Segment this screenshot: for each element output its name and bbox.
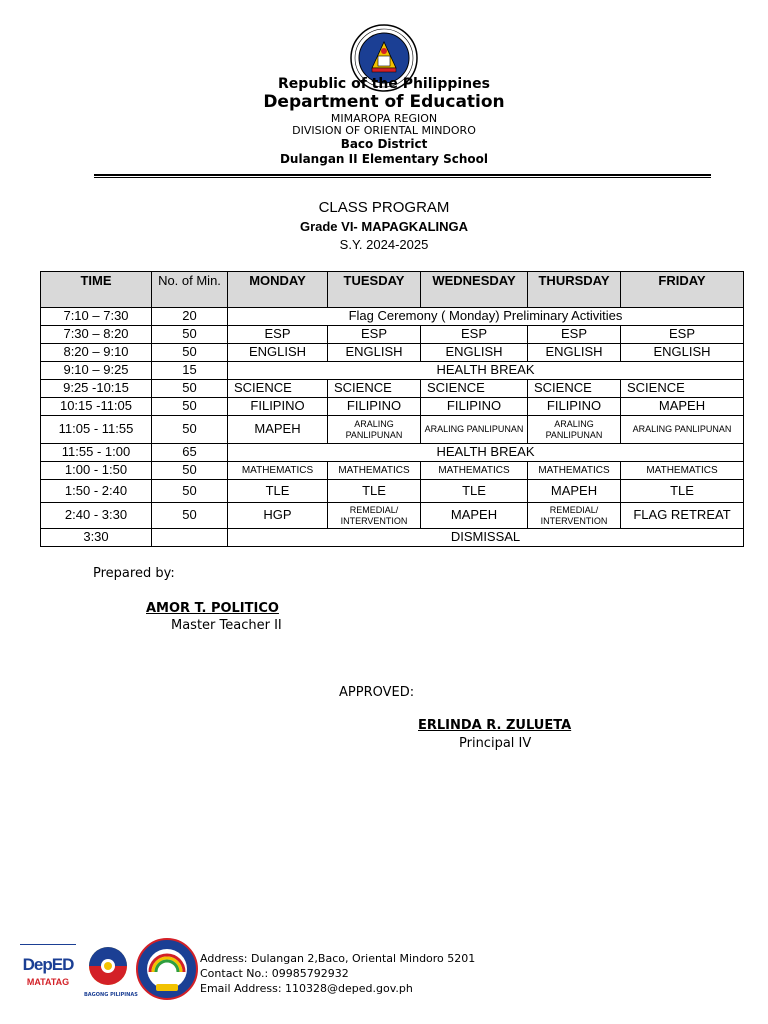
subject-cell: HGP (228, 503, 328, 529)
table-header-row (41, 272, 744, 308)
school-year: S.Y. 2024-2025 (339, 237, 429, 252)
table-row (41, 398, 744, 416)
table-row (41, 462, 744, 480)
subject-cell: TLE (621, 480, 744, 503)
subject-cell: SCIENCE (328, 380, 421, 398)
table-row (41, 308, 744, 326)
time-cell: 7:10 – 7:30 (41, 308, 152, 326)
approver-name: ERLINDA R. ZULUETA (418, 718, 572, 733)
subject-cell: MATHEMATICS (328, 462, 421, 480)
minutes-cell: 50 (152, 416, 228, 444)
time-cell: 3:30 (41, 529, 152, 547)
header-monday: MONDAY (228, 272, 328, 308)
minutes-cell: 50 (152, 480, 228, 503)
time-cell: 8:20 – 9:10 (41, 344, 152, 362)
grade-section: Grade VI- MAPAGKALINGA (299, 219, 469, 234)
subject-cell: MAPEH (228, 416, 328, 444)
deped-matatag-logo (20, 944, 76, 1000)
matatag-text: MATATAG (26, 977, 70, 987)
subject-cell: TLE (421, 480, 528, 503)
header-divider-thin (94, 177, 711, 178)
school-name: Dulangan II Elementary School (279, 152, 489, 166)
header-wednesday: WEDNESDAY (421, 272, 528, 308)
program-title: CLASS PROGRAM (318, 199, 450, 216)
subject-cell: ESP (228, 326, 328, 344)
table-row (41, 444, 744, 462)
subject-cell: SCIENCE (528, 380, 621, 398)
subject-cell: ARALING PANLIPUNAN (421, 416, 528, 444)
subject-cell: FILIPINO (228, 398, 328, 416)
time-cell: 7:30 – 8:20 (41, 326, 152, 344)
time-cell: 9:10 – 9:25 (41, 362, 152, 380)
subject-cell: REMEDIAL/ INTERVENTION (528, 503, 621, 529)
table-row (41, 344, 744, 362)
minutes-cell (152, 529, 228, 547)
republic-heading: Republic of the Philippines (278, 76, 490, 92)
minutes-cell: 50 (152, 380, 228, 398)
footer-email: Email Address: 110328@deped.gov.ph (200, 982, 413, 995)
minutes-cell: 50 (152, 503, 228, 529)
minutes-cell: 50 (152, 326, 228, 344)
class-schedule-table (40, 271, 744, 547)
footer-contact: Contact No.: 09985792932 (200, 967, 349, 980)
subject-cell: MATHEMATICS (528, 462, 621, 480)
subject-cell: ARALING PANLIPUNAN (328, 416, 421, 444)
span-cell: Flag Ceremony ( Monday) Preliminary Activities (228, 308, 744, 326)
span-cell: HEALTH BREAK (228, 362, 744, 380)
subject-cell: ESP (528, 326, 621, 344)
region-text: MIMAROPA REGION (330, 112, 438, 125)
approved-label: APPROVED: (339, 685, 415, 700)
time-cell: 9:25 -10:15 (41, 380, 152, 398)
header-friday: FRIDAY (621, 272, 744, 308)
subject-cell: ENGLISH (228, 344, 328, 362)
subject-cell: SCIENCE (421, 380, 528, 398)
preparer-name: AMOR T. POLITICO (146, 601, 279, 616)
minutes-cell: 65 (152, 444, 228, 462)
minutes-cell: 20 (152, 308, 228, 326)
division-text: DIVISION OF ORIENTAL MINDORO (292, 124, 476, 137)
header-tuesday: TUESDAY (328, 272, 421, 308)
subject-cell: ESP (421, 326, 528, 344)
subject-cell: FLAG RETREAT (621, 503, 744, 529)
approver-position: Principal IV (459, 736, 532, 751)
time-cell: 2:40 - 3:30 (41, 503, 152, 529)
subject-cell: ENGLISH (328, 344, 421, 362)
subject-cell: MATHEMATICS (228, 462, 328, 480)
subject-cell: MATHEMATICS (621, 462, 744, 480)
table-row (41, 380, 744, 398)
department-heading: Department of Education (263, 92, 505, 112)
subject-cell: ARALING PANLIPUNAN (528, 416, 621, 444)
minutes-cell: 50 (152, 398, 228, 416)
district-text: Baco District (340, 137, 428, 151)
time-cell: 11:55 - 1:00 (41, 444, 152, 462)
minutes-cell: 50 (152, 344, 228, 362)
subject-cell: MAPEH (621, 398, 744, 416)
span-cell: DISMISSAL (228, 529, 744, 547)
subject-cell: MAPEH (421, 503, 528, 529)
header-divider (94, 174, 711, 176)
header-time: TIME (41, 272, 152, 308)
school-logo-icon (136, 938, 198, 1000)
subject-cell: MAPEH (528, 480, 621, 503)
subject-cell: ENGLISH (621, 344, 744, 362)
subject-cell: SCIENCE (228, 380, 328, 398)
time-cell: 11:05 - 11:55 (41, 416, 152, 444)
bagong-pilipinas-text: BAGONG PILIPINAS (84, 992, 138, 998)
subject-cell: ESP (621, 326, 744, 344)
subject-cell: FILIPINO (528, 398, 621, 416)
preparer-position: Master Teacher II (171, 618, 282, 633)
subject-cell: SCIENCE (621, 380, 744, 398)
table-row (41, 480, 744, 503)
minutes-cell: 50 (152, 462, 228, 480)
subject-cell: ENGLISH (528, 344, 621, 362)
header-thursday: THURSDAY (528, 272, 621, 308)
subject-cell: FILIPINO (421, 398, 528, 416)
subject-cell: ARALING PANLIPUNAN (621, 416, 744, 444)
time-cell: 10:15 -11:05 (41, 398, 152, 416)
table-row (41, 326, 744, 344)
prepared-by-label: Prepared by: (93, 566, 175, 581)
time-cell: 1:00 - 1:50 (41, 462, 152, 480)
subject-cell: ENGLISH (421, 344, 528, 362)
deped-logo-text: DepED (22, 955, 74, 974)
table-row (41, 362, 744, 380)
footer-address: Address: Dulangan 2,Baco, Oriental Mindoro 5201 (200, 952, 476, 965)
subject-cell: FILIPINO (328, 398, 421, 416)
time-cell: 1:50 - 2:40 (41, 480, 152, 503)
subject-cell: TLE (328, 480, 421, 503)
span-cell: HEALTH BREAK (228, 444, 744, 462)
header-minutes: No. of Min. (152, 272, 228, 308)
bagong-pilipinas-logo (84, 944, 138, 1000)
subject-cell: ESP (328, 326, 421, 344)
subject-cell: TLE (228, 480, 328, 503)
table-row (41, 503, 744, 529)
subject-cell: REMEDIAL/ INTERVENTION (328, 503, 421, 529)
subject-cell: MATHEMATICS (421, 462, 528, 480)
table-row (41, 529, 744, 547)
bagong-pilipinas-icon (84, 944, 132, 988)
table-row (41, 416, 744, 444)
minutes-cell: 15 (152, 362, 228, 380)
